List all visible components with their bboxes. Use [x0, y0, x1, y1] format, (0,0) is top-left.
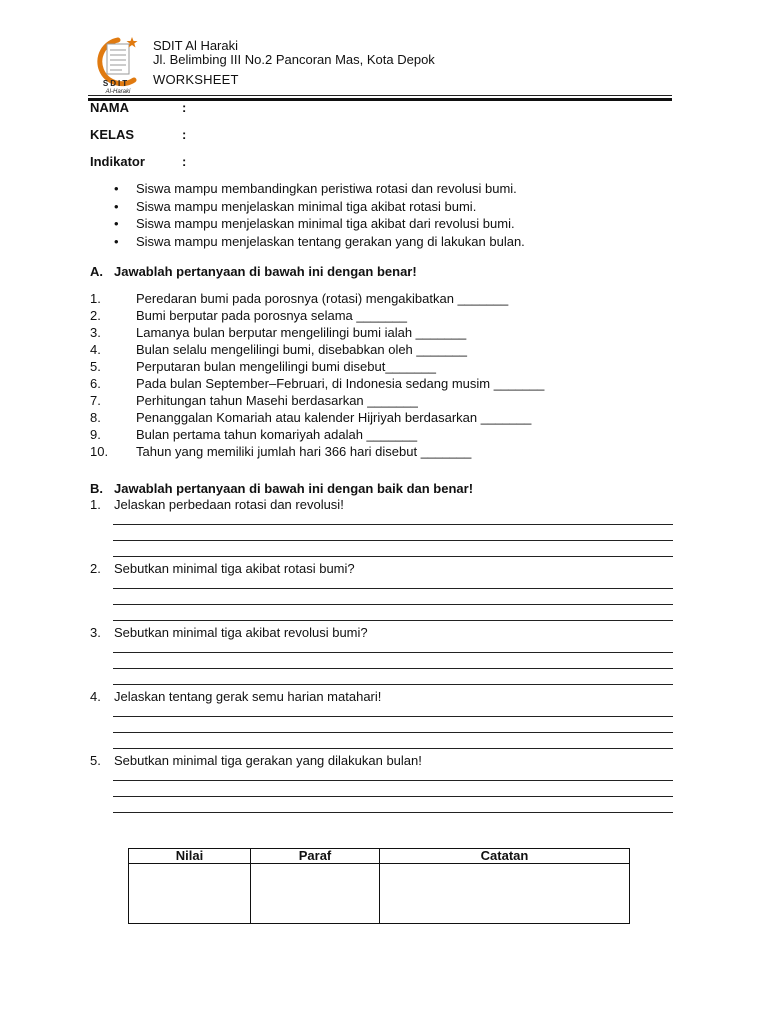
list-item: [90, 341, 544, 358]
question-text: Sebutkan minimal tiga gerakan yang dilakukan bulan!: [114, 753, 422, 768]
answer-line[interactable]: [113, 684, 673, 685]
question-number: 3.: [90, 325, 101, 340]
list-item: [90, 443, 544, 460]
list-item: [90, 426, 544, 443]
answer-line[interactable]: [113, 716, 673, 717]
section-b-question: [90, 497, 344, 513]
header-catatan: Catatan: [380, 849, 630, 864]
section-a-heading: [90, 264, 417, 279]
question-number: 3.: [90, 625, 101, 640]
question-text: Penanggalan Komariah atau kalender Hijriyah berdasarkan _______: [136, 410, 532, 425]
field-colon: :: [182, 100, 187, 115]
list-item: [90, 290, 544, 307]
field-colon: :: [182, 154, 187, 169]
catatan-cell[interactable]: [380, 864, 630, 924]
question-text: Pada bulan September–Februari, di Indonesia sedang musim _______: [136, 376, 545, 391]
question-text: Perputaran bulan mengelilingi bumi disebut_______: [136, 359, 436, 374]
section-b-question: [90, 625, 368, 641]
section-b-question: [90, 689, 381, 705]
question-text: Bulan selalu mengelilingi bumi, disebabkan oleh _______: [136, 342, 468, 357]
field-label: KELAS: [90, 127, 135, 142]
list-item: [90, 358, 544, 375]
school-address: Jl. Belimbing III No.2 Pancoran Mas, Kota Depok: [153, 52, 435, 67]
header-paraf: Paraf: [251, 849, 380, 864]
question-number: 2.: [90, 561, 101, 576]
field-label: NAMA: [90, 100, 129, 115]
field-kelas: [90, 127, 186, 142]
header-nilai: Nilai: [129, 849, 251, 864]
question-text: Jelaskan perbedaan rotasi dan revolusi!: [114, 497, 344, 512]
answer-line[interactable]: [113, 748, 673, 749]
answer-line[interactable]: [113, 556, 673, 557]
field-indikator: [90, 154, 186, 169]
question-text: Sebutkan minimal tiga akibat revolusi bumi?: [114, 625, 368, 640]
field-label: Indikator: [90, 154, 145, 169]
field-nama: [90, 100, 186, 115]
list-item: [90, 324, 544, 341]
question-number: 4.: [90, 342, 101, 357]
question-number: 5.: [90, 359, 101, 374]
question-text: Jelaskan tentang gerak semu harian matahari!: [114, 689, 382, 704]
section-b-heading: [90, 481, 473, 496]
question-text: Perhitungan tahun Masehi berdasarkan _______: [136, 393, 418, 408]
section-b-question: [90, 561, 355, 577]
answer-line[interactable]: [113, 668, 673, 669]
list-item: [90, 392, 544, 409]
question-number: 2.: [90, 308, 101, 323]
question-text: Tahun yang memiliki jumlah hari 366 hari disebut _______: [136, 444, 472, 459]
indicator-item: • Siswa mampu menjelaskan tentang gerakan yang di lakukan bulan.: [112, 233, 525, 251]
question-number: 8.: [90, 410, 101, 425]
indicator-item: • Siswa mampu menjelaskan minimal tiga akibat rotasi bumi.: [112, 198, 525, 216]
field-colon: :: [182, 127, 187, 142]
answer-line[interactable]: [113, 812, 673, 813]
answer-line[interactable]: [113, 540, 673, 541]
section-b-question: [90, 753, 422, 769]
school-name: SDIT Al Haraki: [153, 38, 239, 53]
indicator-list: [112, 180, 525, 250]
document-type: WORKSHEET: [153, 72, 239, 87]
section-a-questions: [90, 290, 544, 460]
answer-line[interactable]: [113, 732, 673, 733]
school-logo: [88, 34, 144, 96]
answer-line[interactable]: [113, 588, 673, 589]
question-number: 5.: [90, 753, 101, 768]
list-item: [90, 409, 544, 426]
section-letter: A.: [90, 264, 103, 279]
question-text: Bulan pertama tahun komariyah adalah _______: [136, 427, 418, 442]
list-item: [90, 307, 544, 324]
answer-line[interactable]: [113, 524, 673, 525]
score-table: [128, 848, 630, 924]
question-number: 4.: [90, 689, 101, 704]
paraf-cell[interactable]: [251, 864, 380, 924]
question-number: 1.: [90, 497, 101, 512]
table-row: [129, 864, 630, 924]
header-divider-thin: [88, 95, 672, 96]
question-number: 6.: [90, 376, 101, 391]
section-title: Jawablah pertanyaan di bawah ini dengan baik dan benar!: [114, 481, 474, 496]
table-header-row: [129, 849, 630, 864]
section-title: Jawablah pertanyaan di bawah ini dengan benar!: [114, 264, 417, 279]
indicator-item: • Siswa mampu membandingkan peristiwa rotasi dan revolusi bumi.: [112, 180, 525, 198]
question-text: Peredaran bumi pada porosnya (rotasi) mengakibatkan _______: [136, 291, 509, 306]
answer-line[interactable]: [113, 620, 673, 621]
list-item: [90, 375, 544, 392]
answer-line[interactable]: [113, 652, 673, 653]
question-number: 9.: [90, 427, 101, 442]
question-number: 1.: [90, 291, 101, 306]
answer-line[interactable]: [113, 780, 673, 781]
section-letter: B.: [90, 481, 103, 496]
question-text: Lamanya bulan berputar mengelilingi bumi ialah _______: [136, 325, 467, 340]
logo-subtext: Al-Haraki: [105, 89, 131, 95]
question-text: Sebutkan minimal tiga akibat rotasi bumi?: [114, 561, 355, 576]
nilai-cell[interactable]: [129, 864, 251, 924]
logo-text: SDIT: [102, 79, 130, 88]
answer-line[interactable]: [113, 604, 673, 605]
question-number: 10.: [90, 444, 109, 459]
indicator-item: • Siswa mampu menjelaskan minimal tiga akibat dari revolusi bumi.: [112, 215, 525, 233]
answer-line[interactable]: [113, 796, 673, 797]
question-number: 7.: [90, 393, 101, 408]
question-text: Bumi berputar pada porosnya selama _______: [136, 308, 408, 323]
